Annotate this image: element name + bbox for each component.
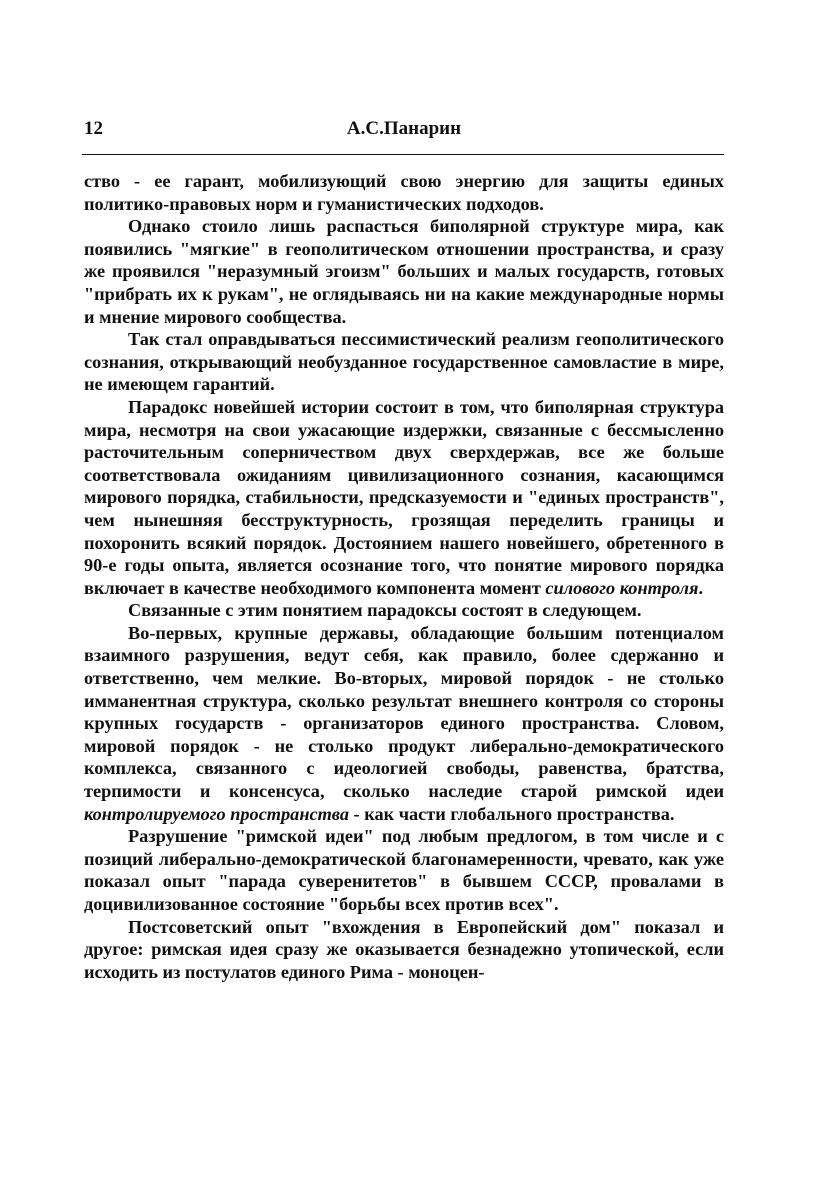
- italic-emphasis: силового контроля: [545, 577, 699, 598]
- paragraph: Связанные с этим понятием парадоксы состоят в следующем.: [128, 600, 642, 621]
- running-title: А.С.Панарин: [346, 118, 462, 139]
- header-divider: [82, 154, 724, 155]
- italic-emphasis: контролируемого пространства: [84, 803, 349, 824]
- paragraph: Так стал оправдываться пессимистический реализм геополитического сознания, открывающий необузданное государственное самовластие в мире, не имеющем гарантий.: [84, 329, 724, 395]
- paragraph: Постсоветский опыт "вхождения в Европейский дом" показал и другое: римская идея сразу же оказывается безнадежно утопической, если исходить из постулатов единого Рима - моноцен-: [84, 916, 724, 982]
- paragraph: Однако стоило лишь распасться биполярной структуре мира, как появились "мягкие" в геополитическом отношении пространства, и сразу же проявился "неразумный эгоизм" больших и малых государств, готовых "прибрать их к рукам", не оглядываясь ни на какие международные нормы и мнение мирового сообщества.: [84, 216, 724, 327]
- paragraph: Парадокс новейшей истории состоит в том, что биполярная структура мира, несмотря на свои ужасающие издержки, связанные с бессмысленно расточительным соперничеством двух сверхдержав, все же больше соответствовала ожиданиям цивилизационного сознания, касающимся мирового порядка, стабильности, предсказуемости и "единых пространств", чем нынешняя бесструктурность, грозящая переделить границы и похоронить всякий порядок. Достоянием нашего новейшего, обретенного в 90-е годы опыта, является осознание того, что понятие мирового порядка включает в качестве необходимого компонента момент силового контроля.: [84, 396, 724, 598]
- paragraph: Во-первых, крупные державы, обладающие большим потенциалом взаимного разрушения, ведут себя, как правило, более сдержанно и ответственно, чем мелкие. Во-вторых, мировой порядок - не столько имманентная структура, сколько результат внешнего контроля со стороны крупных государств - организаторов единого пространства. Словом, мировой порядок - не столько продукт либерально-демократического комплекса, связанного с идеологией свободы, равенства, братства, терпимости и консенсуса, сколько наследие старой римской идеи контролируемого пространства - как части глобального пространства.: [84, 622, 724, 824]
- page-header: [84, 116, 724, 156]
- paragraph: Разрушение "римской идеи" под любым предлогом, в том числе и с позиций либерально-демократической благонамеренности, чревато, как уже показал опыт "парада суверенитетов" в бывшем СССР, провалами в доцивилизованное состояние "борьбы всех против всех".: [84, 826, 724, 914]
- body-text: [84, 170, 724, 983]
- page-number: 12: [84, 118, 103, 139]
- paragraph-continuation: ство - ее гарант, мобилизующий свою энергию для защиты единых политико-правовых норм и гуманистических подходов.: [84, 171, 724, 214]
